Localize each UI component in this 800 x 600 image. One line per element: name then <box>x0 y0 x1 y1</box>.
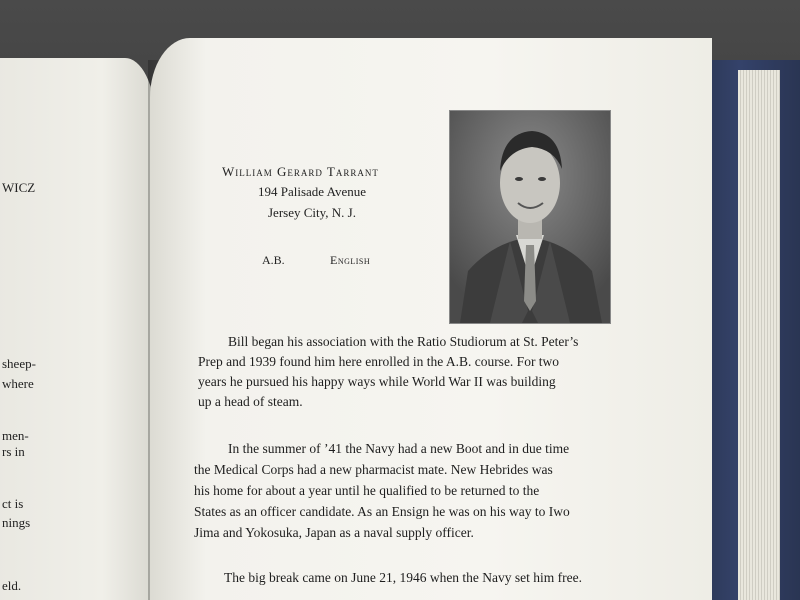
portrait-photo-icon <box>450 111 610 323</box>
portrait-photo <box>449 110 611 324</box>
student-name: William Gerard Tarrant <box>222 164 379 179</box>
paragraph-2-line-1: In the summer of ’41 the Navy had a new Boot and in due time <box>228 441 570 456</box>
left-fragment: WICZ <box>2 180 36 195</box>
paragraph-3-line-1: The big break came on June 21, 1946 when the Navy set him free. <box>224 570 583 585</box>
page-edges <box>738 70 780 600</box>
paragraph-2-line-4: States as an officer candidate. As an Ensign he was on his way to Iwo <box>194 504 570 519</box>
left-fragment: ct is <box>2 496 24 511</box>
major: English <box>330 253 371 267</box>
paragraph-1-line-3: years he pursued his happy ways while World War II was building <box>198 374 556 389</box>
address-line-2: Jersey City, N. J. <box>268 205 356 220</box>
left-fragment: eld. <box>2 578 22 593</box>
left-fragment: nings <box>2 515 31 530</box>
left-fragment: sheep- <box>2 356 36 371</box>
paragraph-1-line-1: Bill began his association with the Ratio Studiorum at St. Peter’s <box>228 334 579 349</box>
paragraph-2-line-5: Jima and Yokosuka, Japan as a naval supply officer. <box>194 525 474 540</box>
left-fragment: rs in <box>2 444 25 459</box>
degree: A.B. <box>262 253 285 267</box>
paragraph-1-line-4: up a head of steam. <box>198 394 303 409</box>
address-line-1: 194 Palisade Avenue <box>258 184 367 199</box>
left-fragment: men- <box>2 428 29 443</box>
paragraph-2-line-3: his home for about a year until he qualified to be returned to the <box>194 483 540 498</box>
left-fragment: where <box>2 376 34 391</box>
paragraph-1-line-2: Prep and 1939 found him here enrolled in the A.B. course. For two <box>198 354 560 369</box>
paragraph-2-line-2: the Medical Corps had a new pharmacist mate. New Hebrides was <box>194 462 553 477</box>
